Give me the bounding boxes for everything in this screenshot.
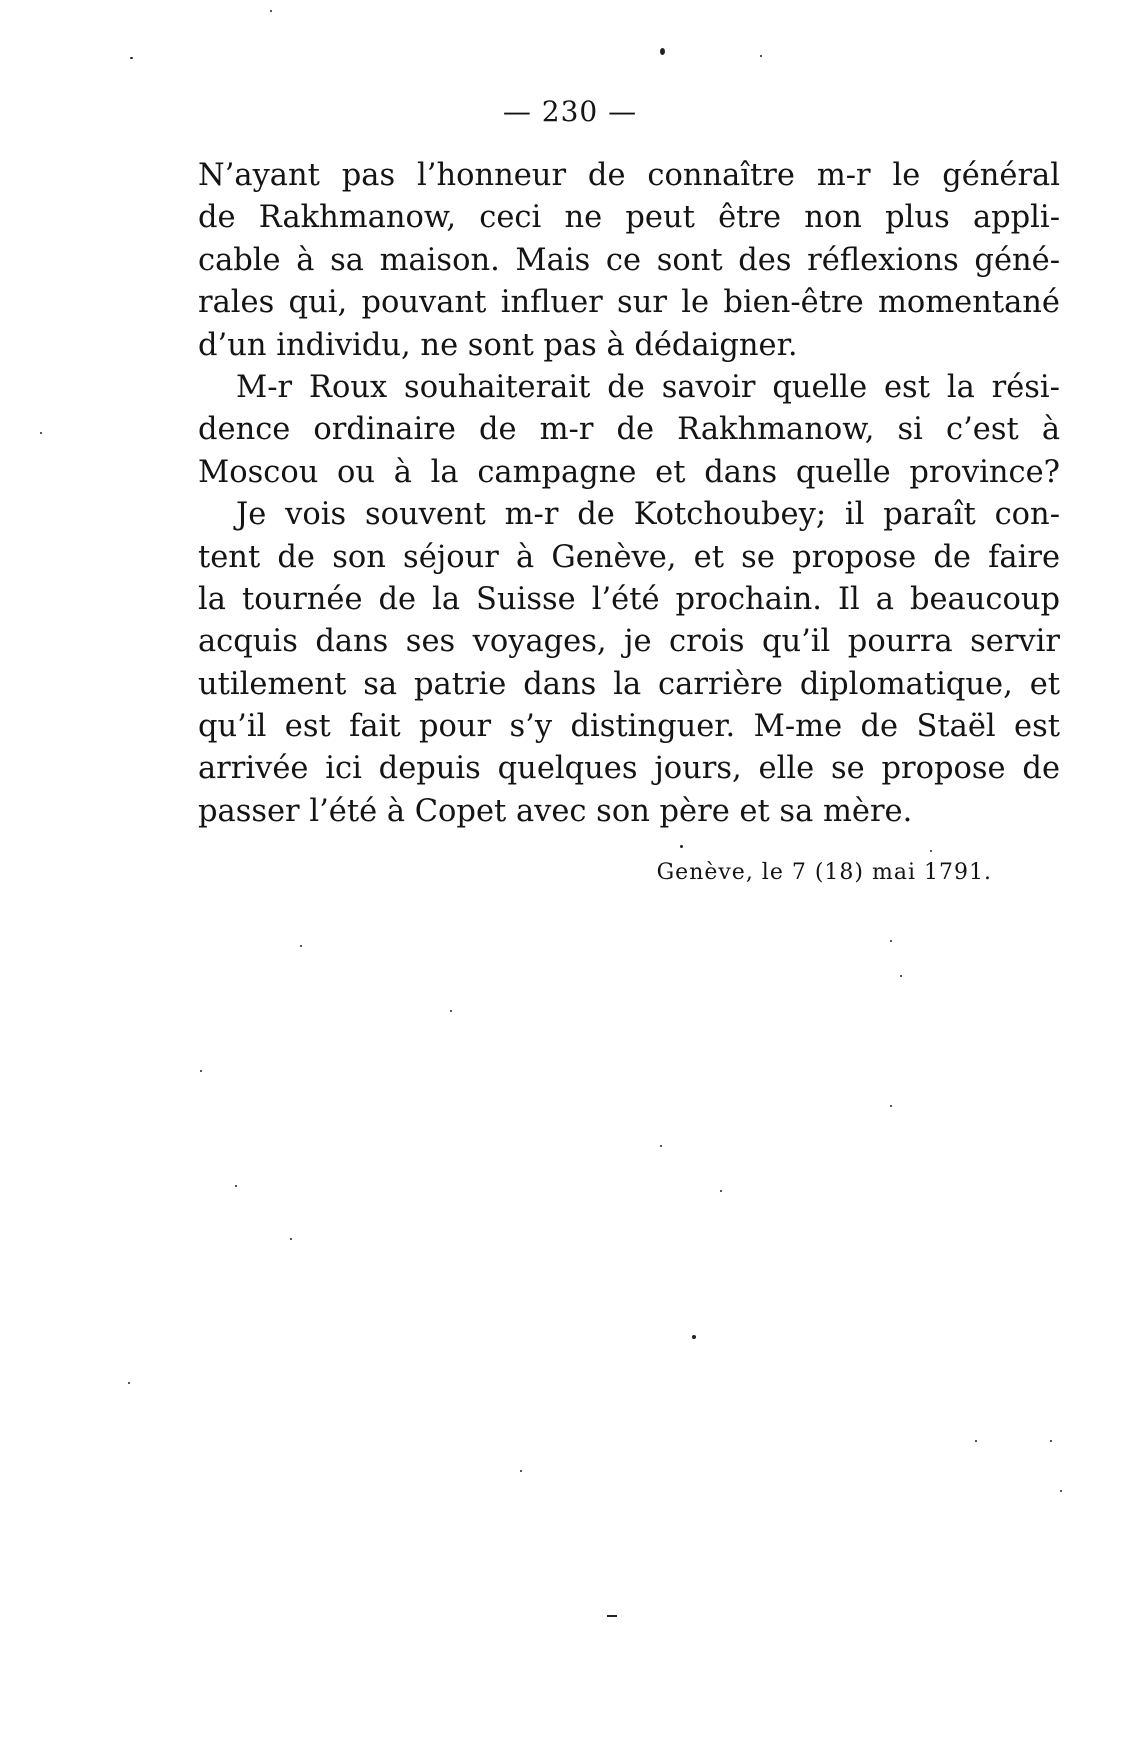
scan-speck [450, 1010, 452, 1012]
scan-dash [607, 1615, 617, 1617]
scan-speck [900, 975, 902, 977]
scan-speck [270, 10, 272, 12]
text-line: cable à sa maison. Mais ce sont des réflexions géné- [198, 242, 1060, 278]
scan-speck [1060, 1490, 1062, 1492]
text-line: tent de son séjour à Genève, et se propose de faire [198, 539, 1060, 575]
scan-speck [290, 1238, 292, 1240]
scan-speck [890, 940, 892, 942]
scan-speck [200, 1070, 202, 1072]
scan-speck [130, 57, 133, 59]
scan-speck [890, 1105, 892, 1107]
text-line: qu’il est fait pour s’y distinguer. M-me de Staël est [198, 709, 1060, 745]
scan-speck [1050, 1440, 1052, 1442]
dateline: Genève, le 7 (18) mai 1791. [656, 860, 992, 885]
text-line: M-r Roux souhaiterait de savoir quelle est la rési- [236, 369, 1060, 405]
text-line: rales qui, pouvant influer sur le bien-être momentané [198, 285, 1060, 321]
scan-speck [720, 1190, 722, 1192]
scan-speck [680, 845, 683, 848]
text-line: Moscou ou à la campagne et dans quelle province? [198, 454, 1060, 490]
scan-speck [692, 1335, 696, 1339]
scan-speck [520, 1470, 522, 1472]
scan-speck [235, 1185, 237, 1187]
letter-body [198, 155, 1060, 833]
text-line: dence ordinaire de m-r de Rakhmanow, si c’est à [198, 412, 1060, 448]
text-line: arrivée ici depuis quelques jours, elle se propose de [198, 751, 1060, 787]
page-number: — 230 — [502, 95, 638, 128]
text-line: acquis dans ses voyages, je crois qu’il pourra servir [198, 624, 1060, 660]
scan-speck [300, 945, 302, 947]
scan-speck [760, 55, 762, 57]
text-line: de Rakhmanow, ceci ne peut être non plus appli- [198, 200, 1060, 236]
text-line: passer l’été à Copet avec son père et sa mère. [198, 793, 913, 829]
scan-speck [660, 1145, 662, 1147]
scan-speck [660, 48, 665, 55]
text-line: d’un individu, ne sont pas à dédaigner. [198, 327, 798, 363]
text-line: utilement sa patrie dans la carrière diplomatique, et [198, 666, 1060, 702]
text-line: N’ayant pas l’honneur de connaître m-r le général [198, 158, 1060, 193]
scan-speck [930, 850, 932, 852]
text-line: la tournée de la Suisse l’été prochain. Il a beaucoup [198, 581, 1060, 617]
scan-speck [40, 432, 42, 434]
scan-speck [128, 1382, 130, 1384]
text-line: Je vois souvent m-r de Kotchoubey; il paraît con- [236, 497, 1060, 533]
scan-speck [975, 1440, 977, 1442]
